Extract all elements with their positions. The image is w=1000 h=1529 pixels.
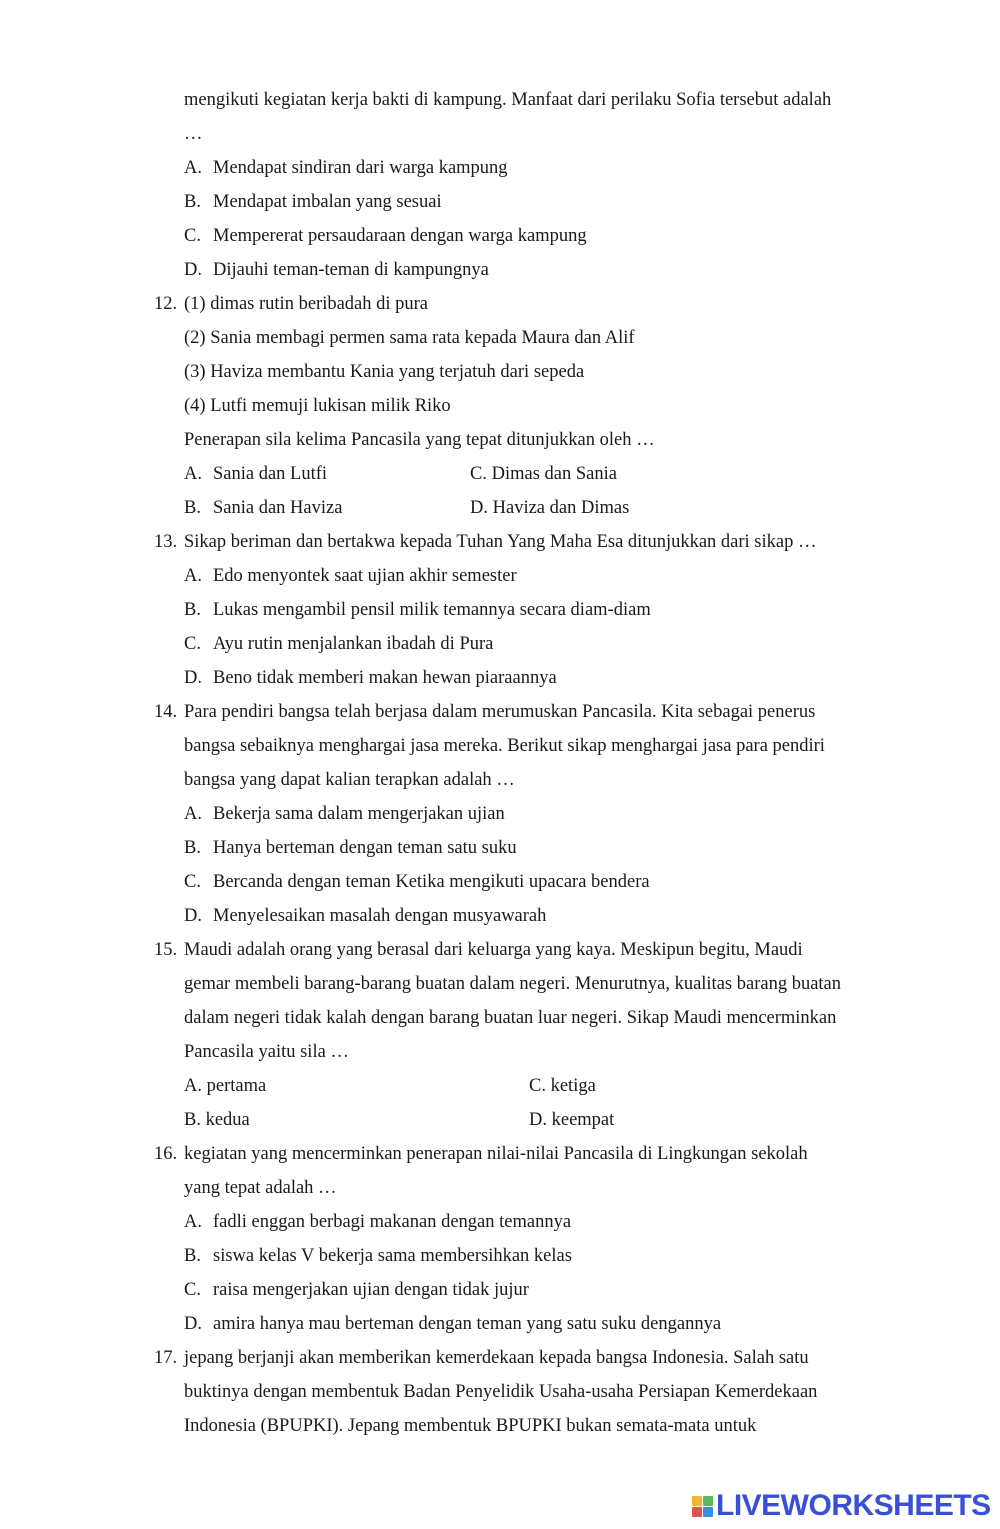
option-text: Lukas mengambil pensil milik temannya secara diam-diam	[213, 600, 651, 620]
option-letter: B.	[184, 192, 201, 212]
option-16-b[interactable]	[184, 1244, 572, 1268]
question-14-line: bangsa sebaiknya menghargai jasa mereka. Berikut sikap menghargai jasa para pendiri	[184, 736, 825, 756]
question-12-line: (1) dimas rutin beribadah di pura	[184, 294, 429, 314]
option-13-b[interactable]	[184, 598, 651, 622]
option-14-c[interactable]	[184, 870, 650, 894]
option-letter: C.	[470, 464, 487, 484]
option-letter: D.	[184, 906, 202, 926]
question-17-line: Indonesia (BPUPKI). Jepang membentuk BPUPKI bukan semata-mata untuk	[184, 1416, 757, 1436]
question-12-line: (2) Sania membagi permen sama rata kepada Maura dan Alif	[184, 328, 635, 348]
question-15-line: Pancasila yaitu sila …	[184, 1042, 349, 1062]
question-16-line: yang tepat adalah …	[184, 1178, 337, 1198]
option-text: Mempererat persaudaraan dengan warga kampung	[213, 226, 587, 246]
option-letter: C.	[184, 226, 201, 246]
option-text: Hanya berteman dengan teman satu suku	[213, 838, 517, 858]
liveworksheets-wordmark: LIVEWORKSHEETS	[716, 1489, 991, 1522]
option-15-a[interactable]: A. pertama	[184, 1076, 267, 1096]
option-14-d[interactable]	[184, 904, 546, 928]
question-number: 13.	[154, 532, 178, 552]
option-text: fadli enggan berbagi makanan dengan temannya	[213, 1212, 572, 1232]
question-15-line: Maudi adalah orang yang berasal dari keluarga yang kaya. Meskipun begitu, Maudi	[184, 940, 803, 960]
option-letter: A.	[184, 804, 202, 824]
option-letter: A.	[184, 464, 202, 484]
question-12-line: (3) Haviza membantu Kania yang terjatuh dari sepeda	[184, 362, 585, 382]
question-number: 15.	[154, 940, 178, 960]
liveworksheets-logo	[692, 1489, 991, 1523]
option-letter: B.	[184, 600, 201, 620]
option-letter: B.	[184, 1246, 201, 1266]
option-letter: D.	[470, 498, 488, 518]
question-17-line: jepang berjanji akan memberikan kemerdekaan kepada bangsa Indonesia. Salah satu	[184, 1348, 809, 1368]
question-17-line: buktinya dengan membentuk Badan Penyelidik Usaha-usaha Persiapan Kemerdekaan	[184, 1382, 818, 1402]
option-14-a[interactable]	[184, 802, 505, 826]
option-letter: C.	[184, 634, 201, 654]
option-11-c[interactable]	[184, 224, 587, 248]
option-13-c[interactable]	[184, 632, 493, 656]
option-text: Bercanda dengan teman Ketika mengikuti upacara bendera	[213, 872, 650, 892]
option-text: siswa kelas V bekerja sama membersihkan kelas	[213, 1246, 572, 1266]
option-text: Sania dan Haviza	[213, 498, 343, 518]
option-text: Bekerja sama dalam mengerjakan ujian	[213, 804, 505, 824]
option-letter: A.	[184, 1212, 202, 1232]
option-text: Sania dan Lutfi	[213, 464, 328, 484]
option-12-b[interactable]	[184, 496, 342, 520]
option-15-d[interactable]: D. keempat	[529, 1110, 615, 1130]
grid-cell-v	[692, 1507, 702, 1517]
option-12-a[interactable]	[184, 462, 327, 486]
option-text: Mendapat imbalan yang sesuai	[213, 192, 442, 212]
option-letter: C.	[184, 1280, 201, 1300]
question-15-line: dalam negeri tidak kalah dengan barang buatan luar negeri. Sikap Maudi mencerminkan	[184, 1008, 837, 1028]
option-16-c[interactable]	[184, 1278, 529, 1302]
option-text: raisa mengerjakan ujian dengan tidak jujur	[213, 1280, 529, 1300]
question-15-line: gemar membeli barang-barang buatan dalam negeri. Menurutnya, kualitas barang buatan	[184, 974, 842, 994]
option-text: Beno tidak memberi makan hewan piaraannya	[213, 668, 557, 688]
grid-cell-e	[703, 1507, 713, 1517]
question-12-line: (4) Lutfi memuji lukisan milik Riko	[184, 396, 451, 416]
option-15-b[interactable]: B. kedua	[184, 1110, 250, 1130]
question-14-line: Para pendiri bangsa telah berjasa dalam merumuskan Pancasila. Kita sebagai penerus	[184, 702, 816, 722]
question-11-line: mengikuti kegiatan kerja bakti di kampung. Manfaat dari perilaku Sofia tersebut adalah	[184, 90, 832, 110]
option-text: Dimas dan Sania	[491, 464, 617, 484]
question-number: 12.	[154, 294, 178, 314]
option-letter: D.	[184, 260, 202, 280]
option-letter: D.	[184, 668, 202, 688]
option-text: Mendapat sindiran dari warga kampung	[213, 158, 508, 178]
question-12-line: Penerapan sila kelima Pancasila yang tepat ditunjukkan oleh …	[184, 430, 655, 450]
question-11-line: …	[184, 124, 203, 144]
option-14-b[interactable]	[184, 836, 517, 860]
liveworksheets-grid-icon	[692, 1496, 713, 1517]
option-letter: D.	[184, 1314, 202, 1334]
question-number: 16.	[154, 1144, 178, 1164]
option-11-d[interactable]	[184, 258, 489, 282]
option-text: Dijauhi teman-teman di kampungnya	[213, 260, 489, 280]
question-number: 14.	[154, 702, 178, 722]
option-letter: B.	[184, 498, 201, 518]
question-16-line: kegiatan yang mencerminkan penerapan nilai-nilai Pancasila di Lingkungan sekolah	[184, 1144, 808, 1164]
option-text: Haviza dan Dimas	[492, 498, 630, 518]
grid-cell-i	[703, 1496, 713, 1506]
grid-cell-l	[692, 1496, 702, 1506]
question-14-line: bangsa yang dapat kalian terapkan adalah …	[184, 770, 515, 790]
option-11-a[interactable]	[184, 156, 508, 180]
option-16-d[interactable]	[184, 1312, 721, 1336]
option-12-d[interactable]	[470, 496, 629, 520]
option-13-d[interactable]	[184, 666, 557, 690]
option-text: Ayu rutin menjalankan ibadah di Pura	[213, 634, 494, 654]
option-letter: C.	[184, 872, 201, 892]
option-text: Menyelesaikan masalah dengan musyawarah	[213, 906, 547, 926]
option-text: amira hanya mau berteman dengan teman yang satu suku dengannya	[213, 1314, 722, 1334]
option-15-c[interactable]: C. ketiga	[529, 1076, 596, 1096]
option-12-c[interactable]	[470, 462, 617, 486]
question-13-line: Sikap beriman dan bertakwa kepada Tuhan Yang Maha Esa ditunjukkan dari sikap …	[184, 532, 817, 552]
option-16-a[interactable]	[184, 1210, 571, 1234]
option-letter: A.	[184, 158, 202, 178]
option-13-a[interactable]	[184, 564, 517, 588]
question-number: 17.	[154, 1348, 178, 1368]
option-11-b[interactable]	[184, 190, 442, 214]
option-text: Edo menyontek saat ujian akhir semester	[213, 566, 517, 586]
option-letter: A.	[184, 566, 202, 586]
option-letter: B.	[184, 838, 201, 858]
